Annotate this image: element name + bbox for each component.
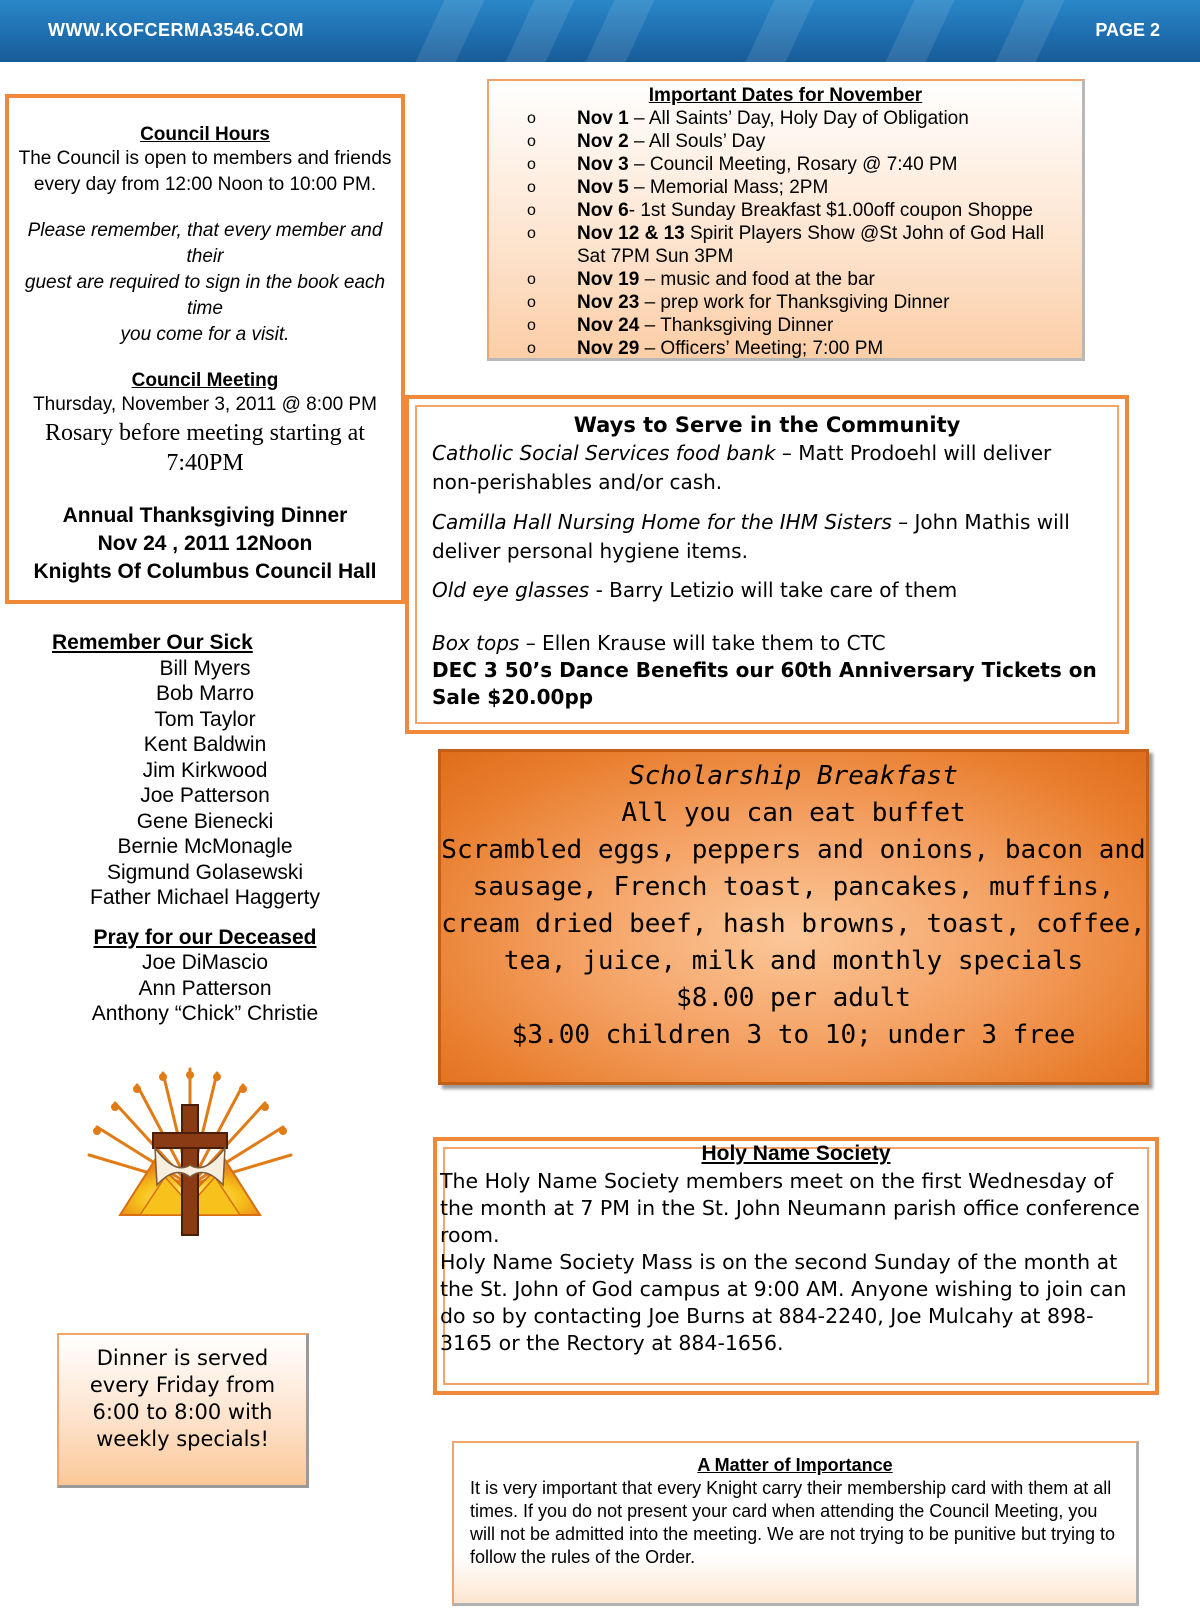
date-description: - 1st Sunday Breakfast $1.00off coupon Shoppe [628, 200, 1033, 221]
scholarship-subtitle: All you can eat buffet [621, 798, 966, 828]
deceased-name: Joe DiMascio [141, 951, 269, 974]
date-description: Spirit Players Show @St John of God Hall [684, 223, 1045, 244]
date-label: Nov 2 [577, 131, 629, 152]
date-label: Nov 12 & 13 [577, 223, 685, 244]
reminder-line: guest are required to sign in the book each time [24, 272, 386, 319]
bullet-icon: o [527, 340, 536, 357]
sick-heading: Remember Our Sick [52, 631, 253, 654]
date-description: – Memorial Mass; 2PM [628, 177, 829, 198]
scholarship-title: Scholarship Breakfast [629, 761, 958, 791]
serve-item-detail: - Barry Letizio will take care of them [589, 578, 958, 602]
serve-item-name: Catholic Social Services food bank [432, 441, 776, 465]
date-text [577, 337, 883, 360]
council-hours-heading: Council Hours [140, 124, 270, 145]
serve-item-name: Old eye glasses [432, 578, 590, 602]
date-text [577, 199, 1033, 222]
dance-announcement: DEC 3 50’s Dance Benefits our 60th Anniversary Tickets on Sale $20.00pp [432, 658, 1097, 709]
scholarship-price-child: $3.00 children 3 to 10; under 3 free [511, 1020, 1076, 1050]
sick-name: Sigmund Golasewski [106, 860, 304, 884]
site-url[interactable]: WWW.KOFCERMA3546.COM [48, 20, 305, 40]
date-description: Sat 7PM Sun 3PM [577, 246, 734, 267]
sick-name: Joe Patterson [140, 784, 270, 807]
holy-name-paragraph: The Holy Name Society members meet on the first Wednesday of the month at 7 PM in the St. John Neumann parish office conference room. [440, 1169, 1140, 1247]
serve-item [432, 439, 1102, 497]
dinner-line: 6:00 to 8:00 with [92, 1400, 273, 1424]
important-dates-box [487, 79, 1085, 361]
rosary-line: 7:40PM [166, 450, 244, 476]
bullet-icon: o [527, 202, 536, 219]
matter-text: It is very important that every Knight carry their membership card with them at all times. If you do not present your card when attending the Council Meeting, you will not be admitted into the meeting. We are not trying to be punitive but trying to follow the rules of the Order. [470, 1478, 1116, 1567]
sick-name: Kent Baldwin [143, 733, 267, 756]
bullet-icon: o [527, 294, 536, 311]
date-text [577, 130, 765, 153]
sick-name: Bob Marro [155, 682, 255, 705]
serve-item [432, 508, 1102, 566]
date-label: Nov 1 [577, 108, 629, 129]
holy-name-society-box [433, 1137, 1159, 1395]
council-info-box [5, 94, 405, 604]
date-label: Nov 23 [577, 292, 640, 313]
serve-item-detail: – Ellen Krause will take them to CTC [519, 631, 886, 655]
date-description: – Council Meeting, Rosary @ 7:40 PM [628, 154, 958, 175]
date-text [577, 176, 828, 199]
friday-dinner-box [57, 1333, 309, 1488]
sick-name: Tom Taylor [154, 707, 256, 731]
page-number: PAGE 2 [1095, 20, 1160, 40]
bullet-icon: o [527, 179, 536, 196]
sick-name: Gene Bienecki [136, 809, 274, 833]
scholarship-breakfast-box [438, 749, 1149, 1085]
thanksgiving-line: Knights Of Columbus Council Hall [33, 560, 377, 583]
reminder-line: Please remember, that every member and their [27, 220, 383, 267]
deceased-name: Ann Patterson [138, 976, 272, 1000]
dinner-line: every Friday from [89, 1373, 276, 1397]
meeting-date: Thursday, November 3, 2011 @ 8:00 PM [33, 394, 377, 415]
serve-item-detail: – Matt Prodoehl will deliver non-perishables and/or cash. [432, 441, 1052, 494]
rosary-line: Rosary before meeting starting at [45, 420, 365, 446]
scholarship-menu: Scrambled eggs, peppers and onions, bacon and sausage, French toast, pancakes, muffins, cream dried beef, hash browns, toast, coffee, tea, juice, milk and monthly specials [441, 835, 1146, 976]
date-text [577, 268, 875, 291]
page-header [0, 0, 1200, 62]
date-label: Nov 24 [577, 315, 640, 336]
serve-title: Ways to Serve in the Community [573, 413, 961, 437]
bullet-icon: o [527, 271, 536, 288]
council-meeting-heading: Council Meeting [131, 370, 279, 391]
date-description: – All Saints’ Day, Holy Day of Obligation [628, 108, 969, 129]
sick-name: Father Michael Haggerty [90, 886, 320, 909]
sick-names-list [30, 656, 380, 911]
serve-item-detail: – John Mathis will deliver personal hygiene items. [432, 510, 1070, 563]
serve-item-name: Camilla Hall Nursing Home for the IHM Sisters [432, 510, 892, 534]
date-label: Nov 19 [577, 269, 640, 290]
sick-name: Jim Kirkwood [142, 758, 268, 782]
date-description: – Officers’ Meeting; 7:00 PM [639, 338, 884, 359]
dates-title: Important Dates for November [648, 85, 923, 106]
serve-item-name: Box tops [432, 631, 520, 655]
reminder-line: you come for a visit. [120, 324, 290, 345]
bullet-icon: o [527, 156, 536, 173]
thanksgiving-line: Annual Thanksgiving Dinner [62, 504, 348, 527]
cross-sunburst-icon [85, 1065, 295, 1245]
bullet-icon: o [527, 110, 536, 127]
deceased-heading: Pray for our Deceased [93, 925, 317, 949]
bullet-icon: o [527, 225, 536, 242]
thanksgiving-line: Nov 24 , 2011 12Noon [97, 532, 313, 555]
hours-line: The Council is open to members and friends [18, 148, 392, 169]
date-label: Nov 5 [577, 177, 629, 198]
dinner-line: weekly specials! [96, 1427, 269, 1451]
matter-title: A Matter of Importance [697, 1455, 893, 1475]
dinner-line: Dinner is served [96, 1346, 269, 1370]
date-description: – music and food at the bar [639, 269, 875, 290]
serve-item [432, 576, 1102, 605]
date-text [577, 222, 1044, 245]
date-label: Nov 29 [577, 338, 640, 359]
sick-name: Bernie McMonagle [117, 835, 293, 858]
date-description: – Thanksgiving Dinner [639, 315, 834, 336]
date-label: Nov 3 [577, 154, 629, 175]
deceased-name: Anthony “Chick” Christie [91, 1002, 319, 1025]
prayer-list [30, 630, 380, 1027]
scholarship-price-adult: $8.00 per adult [676, 983, 911, 1013]
date-description: – All Souls’ Day [628, 131, 766, 152]
date-text [577, 153, 957, 176]
date-text [577, 245, 733, 268]
deceased-names-list [30, 950, 380, 1027]
serve-item [432, 629, 1102, 658]
holy-name-title: Holy Name Society [701, 1142, 891, 1165]
ways-to-serve-box [405, 395, 1129, 734]
date-label: Nov 6 [577, 200, 629, 221]
date-text [577, 107, 969, 130]
bullet-icon: o [527, 133, 536, 150]
date-text [577, 291, 949, 314]
matter-of-importance-box [452, 1441, 1139, 1606]
bullet-icon: o [527, 317, 536, 334]
date-text [577, 314, 833, 337]
holy-name-paragraph: Holy Name Society Mass is on the second Sunday of the month at the St. John of God campus at 9:00 AM. Anyone wishing to join can do so by contacting Joe Burns at 884-2240, Joe Mulcahy at 898-3165 or the Rectory at 884-1656. [440, 1250, 1127, 1355]
date-description: – prep work for Thanksgiving Dinner [639, 292, 950, 313]
hours-line: every day from 12:00 Noon to 10:00 PM. [33, 174, 377, 195]
sick-name: Bill Myers [159, 656, 251, 680]
